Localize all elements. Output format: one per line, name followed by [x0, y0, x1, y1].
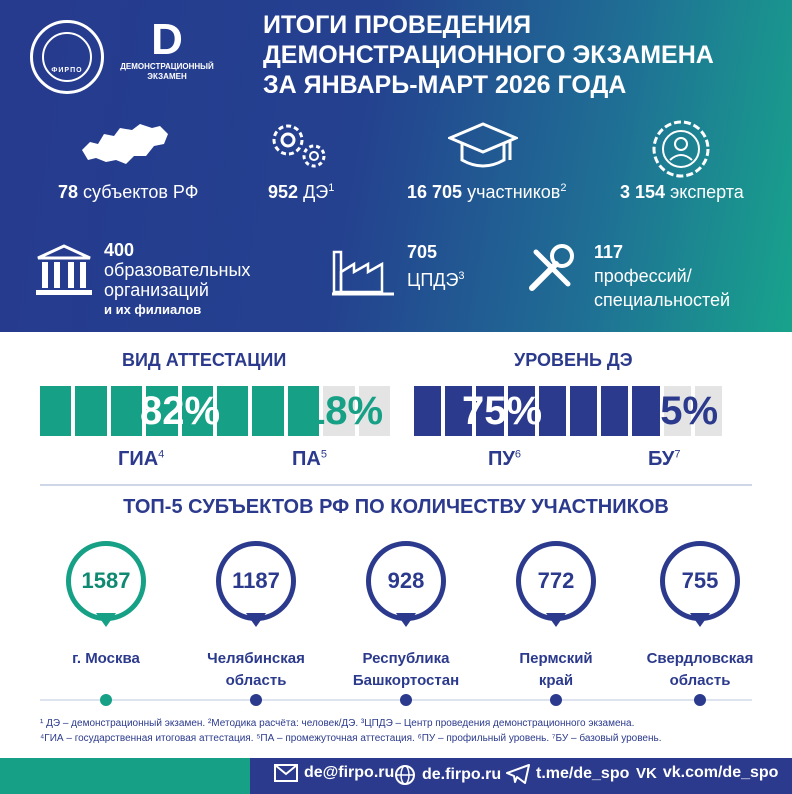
timeline-dot — [250, 694, 262, 706]
gia-label: ГИА$^4$ — [118, 448, 165, 470]
footer-site-text[interactable]: de.firpo.ru — [422, 766, 502, 783]
title-line-3: ЗА ЯНВАРЬ-МАРТ 2026 ГОДА — [263, 71, 627, 99]
footer-vk-text[interactable]: vk.com/de_spo — [662, 764, 779, 781]
pin-value: 1187 — [216, 541, 296, 621]
bu-value: 25% — [637, 388, 719, 433]
pin-bashkortostan — [366, 541, 446, 633]
region-chelyabinsk: Челябинская область — [207, 650, 305, 689]
firpo-logo — [30, 20, 104, 94]
pin-sverdlovsk — [660, 541, 740, 633]
timeline-dot — [400, 694, 412, 706]
building-icon — [34, 242, 94, 298]
demo-exam-logo-text: ДЕМОНСТРАЦИОННЫЙ ЭКЗАМЕН — [120, 62, 214, 81]
title-line-2: ДЕМОНСТРАЦИОННОГО ЭКЗАМЕНА — [263, 41, 714, 69]
firpo-logo-text: ФИРПО — [51, 67, 83, 74]
timeline-dot — [550, 694, 562, 706]
attestation-heading: ВИД АТТЕСТАЦИИ — [122, 350, 287, 370]
factory-icon — [330, 244, 398, 298]
top5-heading: ТОП-5 СУБЪЕКТОВ РФ ПО КОЛИЧЕСТВУ УЧАСТНИКОВ — [123, 496, 669, 518]
pin-value: 1587 — [66, 541, 146, 621]
stat-participants: 16 705 участников$^2$ — [407, 182, 567, 202]
stat-de: 952 $ДЭ^1$ — [268, 182, 335, 202]
pin-value: 755 — [660, 541, 740, 621]
region-perm: Пермский край — [519, 650, 593, 689]
region-sverdlovsk: Свердловская область — [646, 650, 754, 689]
level-heading: УРОВЕНЬ ДЭ — [514, 350, 633, 370]
footer-telegram[interactable] — [506, 764, 629, 784]
pa-label: $ПА^5$ — [292, 448, 327, 470]
demo-exam-logo-letter: D — [151, 15, 183, 64]
pa-value: 18% — [302, 388, 384, 433]
telegram-icon — [506, 764, 530, 784]
footer-email-text[interactable]: de@firpo.ru — [304, 764, 395, 781]
pu-label: $ПУ^6$ — [488, 448, 521, 470]
gears-icon — [266, 118, 332, 174]
footer-email[interactable] — [274, 764, 394, 782]
graduation-cap-icon — [448, 120, 518, 174]
mail-icon — [274, 764, 298, 782]
footer-vk[interactable] — [636, 764, 778, 782]
page-title — [263, 10, 763, 100]
pu-value: 75% — [461, 388, 543, 433]
pin-chelyabinsk — [216, 541, 296, 633]
footnotes — [40, 716, 760, 746]
region-moscow: г. Москва — [72, 650, 140, 667]
footer-telegram-text[interactable]: t.me/de_spo — [536, 765, 630, 782]
footer-accent — [0, 758, 250, 794]
expert-gear-icon — [650, 118, 712, 180]
stat-experts: 3 154 эксперта — [620, 182, 744, 202]
footnote-line-1: ¹ ДЭ – демонстрационный экзамен. ²Методика расчёта: человек/ДЭ. ³ЦПДЭ – Центр проведения демонстрационного экзамена. — [40, 718, 635, 729]
pin-perm — [516, 541, 596, 633]
region-bashkortostan: Республика Башкортостан — [352, 650, 460, 689]
vk-icon: VK — [636, 764, 657, 782]
header-banner — [0, 0, 792, 332]
pin-value: 928 — [366, 541, 446, 621]
russia-map-icon — [80, 120, 170, 170]
section-divider — [40, 484, 752, 486]
stat-subjects: 78 субъектов РФ — [58, 182, 199, 202]
gia-value: 82% — [139, 388, 221, 433]
stat-cpde: 705 ЦПДЭ$^3$ — [407, 242, 465, 290]
stat-orgs: 400 образовательных организаций и их филиалов — [104, 240, 251, 317]
title-line-1: ИТОГИ ПРОВЕДЕНИЯ — [263, 11, 532, 39]
tools-icon — [522, 238, 582, 298]
stat-professions: 117 профессий/ специальностей — [594, 242, 731, 310]
footnote-line-2: ⁴ГИА – государственная итоговая аттестация. ⁵ПА – промежуточная аттестация. ⁶ПУ – профильный уровень. ⁷БУ – базовый уровень. — [40, 733, 662, 744]
globe-icon — [394, 764, 416, 786]
pin-value: 772 — [516, 541, 596, 621]
demo-exam-logo — [112, 15, 222, 88]
timeline-track — [40, 699, 752, 701]
timeline-dot — [694, 694, 706, 706]
pin-moscow — [66, 541, 146, 633]
bu-label: $БУ^7$ — [648, 448, 681, 470]
bar-segment — [601, 386, 628, 436]
timeline-dot — [100, 694, 112, 706]
footer-site[interactable] — [394, 764, 501, 786]
